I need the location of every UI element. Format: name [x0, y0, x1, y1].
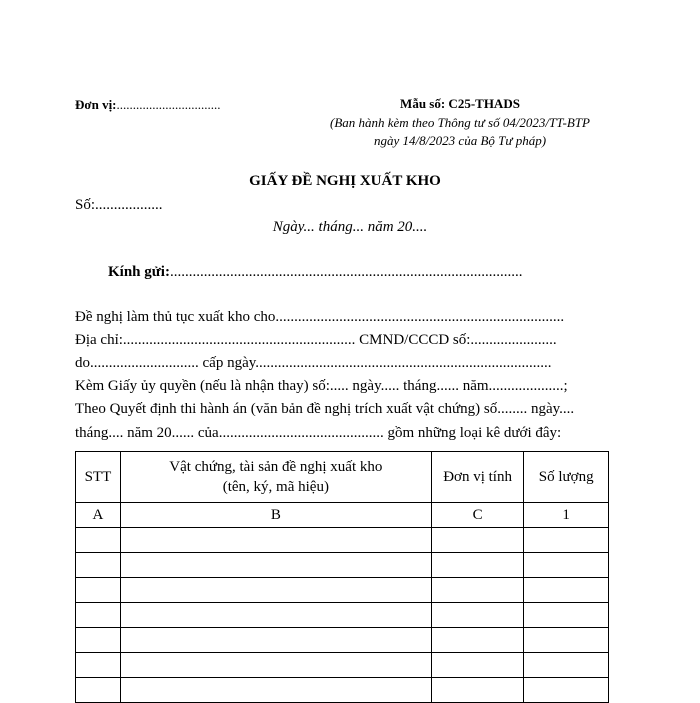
table-cell[interactable] [524, 578, 609, 603]
table-cell[interactable] [76, 653, 121, 678]
table-row [76, 653, 609, 678]
date-line: Ngày... tháng... năm 20.... [272, 219, 428, 235]
items-table [75, 451, 609, 703]
document-title: GIẤY ĐỀ NGHỊ XUẤT KHO [249, 173, 441, 189]
number-line: Số:.................. [75, 197, 163, 213]
form-note-line2: ngày 14/8/2023 của Bộ Tư pháp) [373, 133, 547, 148]
table-cell[interactable] [120, 528, 431, 553]
table-cell[interactable] [76, 578, 121, 603]
table-cell[interactable] [76, 528, 121, 553]
recipient-dots: .............................................................................................. [169, 264, 523, 280]
table-cell[interactable] [120, 553, 431, 578]
table-row [76, 603, 609, 628]
form-code: Mẫu số: C25-THADS [400, 96, 520, 111]
table-row [76, 553, 609, 578]
table-cell[interactable] [431, 678, 524, 703]
letter-a: A [76, 503, 121, 528]
table-cell[interactable] [76, 603, 121, 628]
recipient-line [108, 264, 522, 281]
table-cell[interactable] [120, 678, 431, 703]
recipient-label: Kính gửi: [108, 264, 170, 280]
unit-label: Đơn vị: [75, 97, 117, 112]
header-stt: STT [76, 452, 121, 503]
table-row [76, 678, 609, 703]
unit-dots: ................................ [116, 97, 221, 112]
table-cell[interactable] [120, 653, 431, 678]
body-line-address-id: Địa chỉ:.............................................................. CMND/CCCD số:....................... [75, 332, 557, 348]
body-line-authorization: Kèm Giấy ủy quyền (nếu là nhận thay) số:..... ngày..... tháng...... năm....................; [75, 378, 568, 394]
table-cell[interactable] [76, 678, 121, 703]
letter-1: 1 [524, 503, 609, 528]
table-cell[interactable] [431, 653, 524, 678]
table-cell[interactable] [431, 528, 524, 553]
table-cell[interactable] [76, 628, 121, 653]
table-row [76, 628, 609, 653]
table-cell[interactable] [431, 603, 524, 628]
letter-b: B [120, 503, 431, 528]
header-item-line2: (tên, ký, mã hiệu) [222, 479, 329, 495]
table-header-row [76, 452, 609, 503]
table-cell[interactable] [431, 628, 524, 653]
table-cell[interactable] [431, 553, 524, 578]
body-line-decision: Theo Quyết định thi hành án (văn bản đề nghị trích xuất vật chứng) số........ ngày.... [75, 401, 575, 417]
table-cell[interactable] [524, 603, 609, 628]
unit-field [75, 97, 221, 113]
table-row [76, 578, 609, 603]
table-cell[interactable] [524, 653, 609, 678]
table-row [76, 528, 609, 553]
form-note-line1: (Ban hành kèm theo Thông tư số 04/2023/TT-BTP [330, 115, 590, 130]
header-quantity: Số lượng [524, 452, 609, 503]
header-item [120, 452, 431, 503]
body-line-export-for: Đề nghị làm thủ tục xuất kho cho............................................................................. [75, 309, 565, 325]
table-cell[interactable] [431, 578, 524, 603]
table-cell[interactable] [524, 553, 609, 578]
body-line-issued-by: do............................. cấp ngày............................................................................... [75, 355, 552, 371]
letter-c: C [431, 503, 524, 528]
table-cell[interactable] [524, 628, 609, 653]
table-cell[interactable] [120, 603, 431, 628]
table-letter-row [76, 503, 609, 528]
table-cell[interactable] [76, 553, 121, 578]
table-cell[interactable] [120, 628, 431, 653]
header-unit: Đơn vị tính [431, 452, 524, 503]
header-item-line1: Vật chứng, tài sản đề nghị xuất kho [169, 459, 383, 475]
table-cell[interactable] [120, 578, 431, 603]
body-line-decision-date: tháng.... năm 20...... của............................................ gồm những loại kê dưới đây: [75, 425, 562, 441]
table-cell[interactable] [524, 678, 609, 703]
table-cell[interactable] [524, 528, 609, 553]
